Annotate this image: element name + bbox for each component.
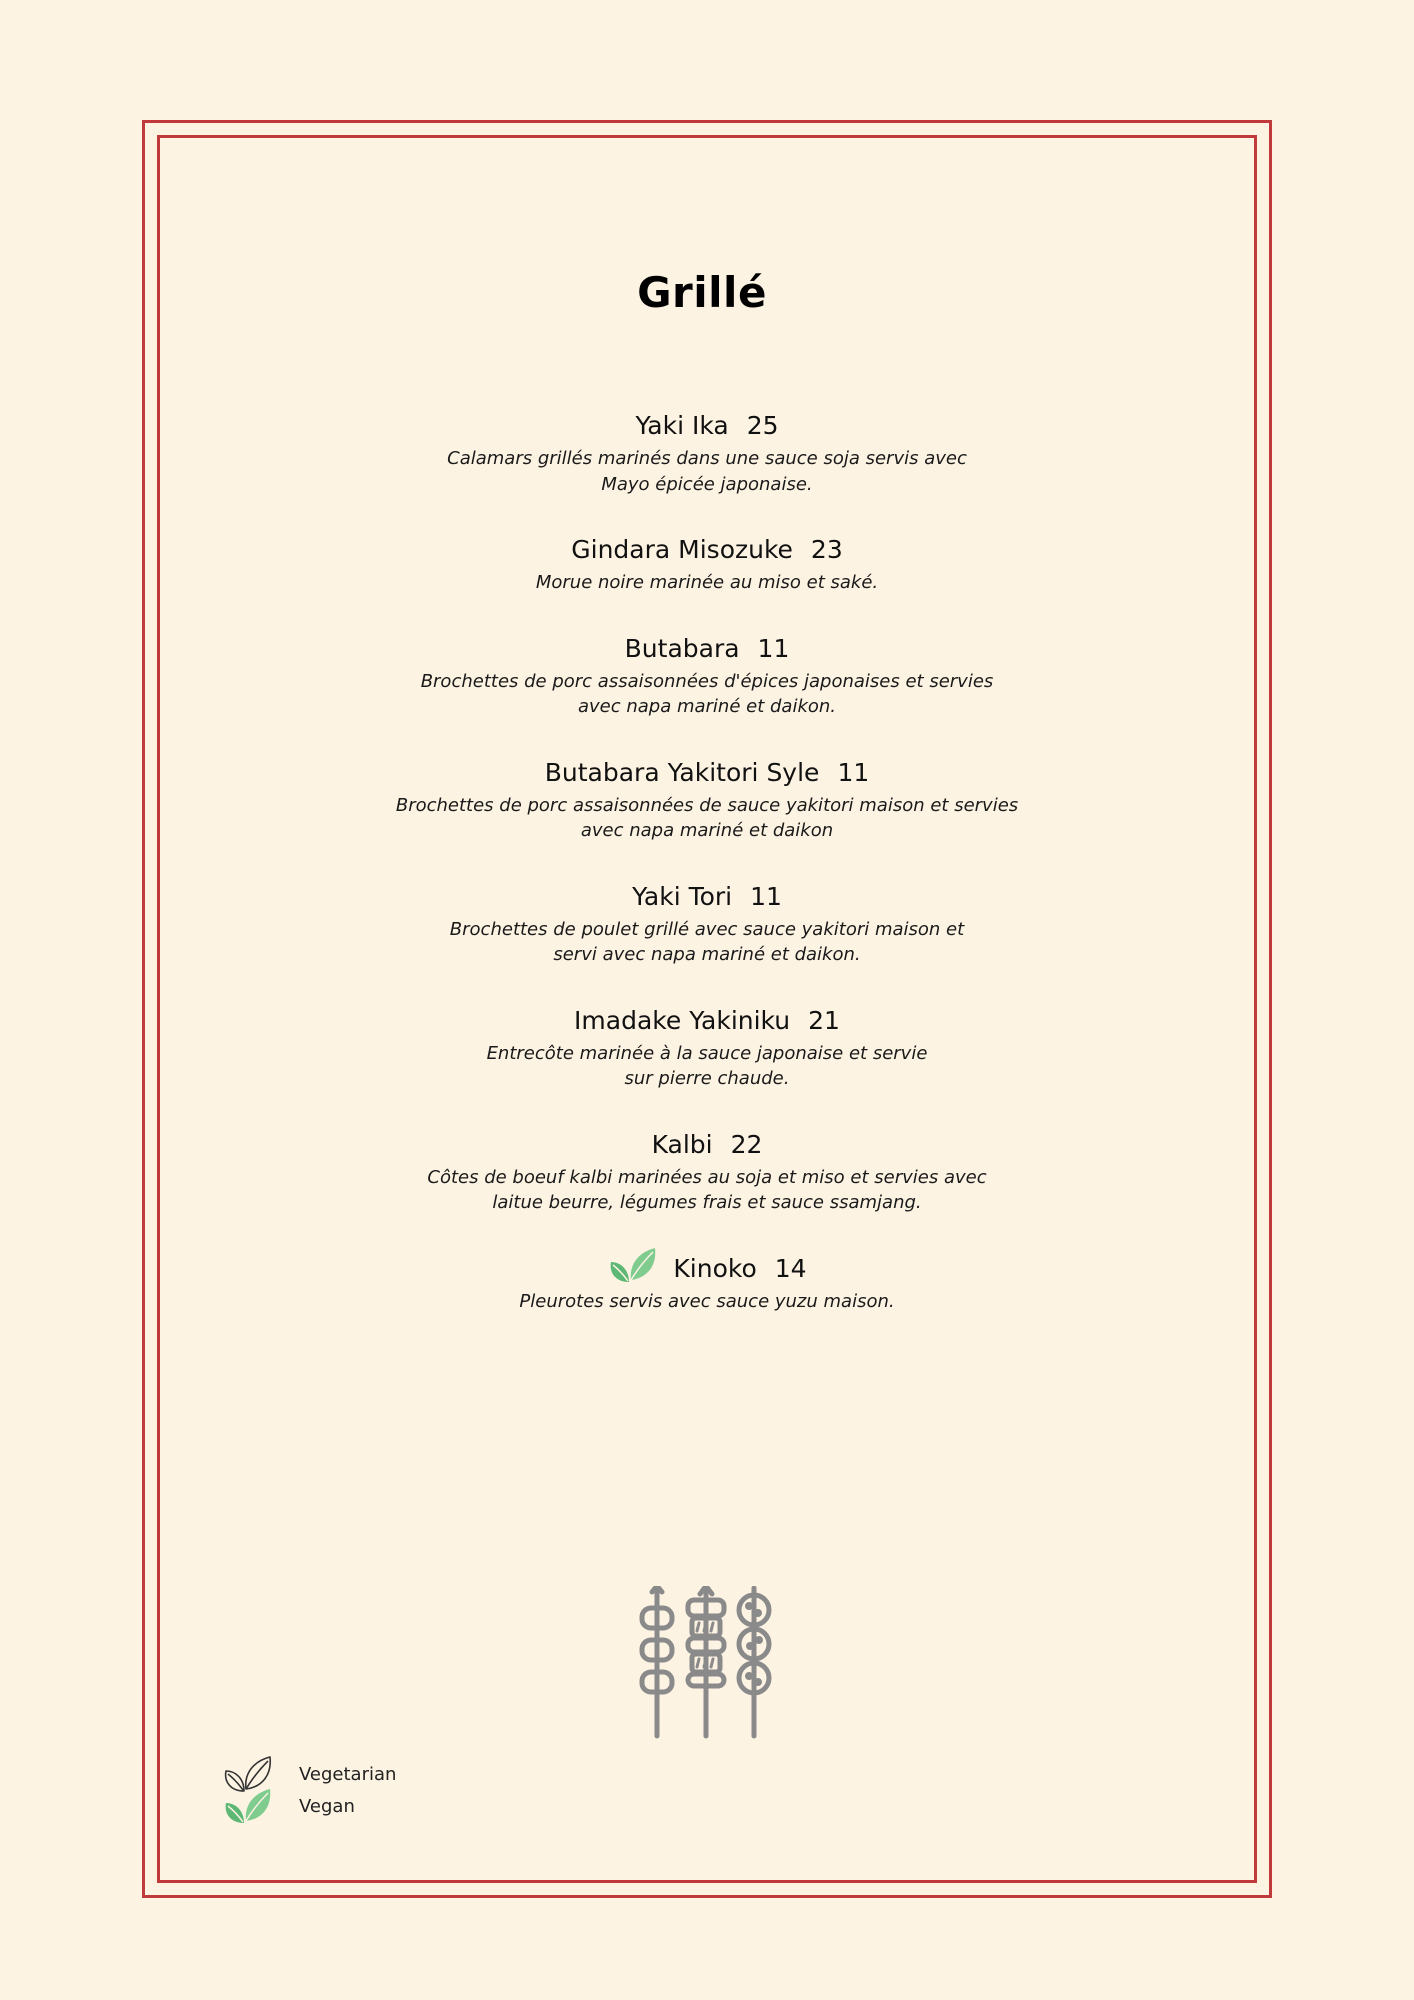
item-description: [157, 669, 1257, 720]
description-line: Entrecôte marinée à la sauce japonaise et servie: [486, 1042, 928, 1064]
item-name: Butabara: [624, 633, 740, 663]
item-price: 11: [757, 633, 790, 663]
item-name: Kinoko: [673, 1253, 757, 1283]
description-line: Mayo épicée japonaise.: [601, 473, 813, 495]
item-description: [157, 446, 1257, 497]
item-price: 11: [750, 881, 782, 911]
item-description: [157, 1289, 1257, 1315]
menu-item: [157, 629, 1257, 720]
leaf-filled-icon: [607, 1244, 657, 1286]
description-line: Calamars grillés marinés dans une sauce soja servis avec: [447, 448, 967, 469]
dietary-legend: [222, 1758, 396, 1822]
legend-label: Vegan: [299, 1795, 355, 1817]
menu-list: [157, 406, 1257, 1347]
item-description: [157, 570, 1257, 596]
item-price: 22: [730, 1129, 763, 1159]
description-line: servi avec napa mariné et daikon.: [553, 944, 861, 965]
description-line: Pleurotes servis avec sauce yuzu maison.: [519, 1290, 895, 1312]
item-name: Yaki Ika: [635, 411, 729, 440]
item-price: 14: [774, 1253, 807, 1283]
page-title: Grillé: [637, 268, 767, 317]
menu-item: [157, 406, 1257, 497]
menu-item: [157, 1001, 1257, 1092]
skewers-icon: [636, 1586, 776, 1740]
item-description: [157, 917, 1257, 968]
item-price: 23: [810, 535, 843, 564]
menu-item: [157, 753, 1257, 844]
item-description: [157, 1165, 1257, 1216]
description-line: Morue noire marinée au miso et saké.: [535, 572, 879, 593]
legend-label: Vegetarian: [299, 1763, 397, 1785]
description-line: Brochettes de porc assaisonnées de sauce yakitori maison et servies: [395, 794, 1019, 816]
item-price: 25: [746, 411, 779, 440]
item-name: Kalbi: [651, 1129, 713, 1159]
item-price: 11: [837, 757, 870, 787]
legend-vegan: [222, 1790, 396, 1822]
menu-item: [157, 1249, 1257, 1315]
item-description: [157, 1041, 1257, 1092]
description-line: avec napa mariné et daikon: [580, 820, 834, 841]
description-line: Côtes de boeuf kalbi marinées au soja et miso et servies avec: [427, 1166, 987, 1188]
item-name: Gindara Misozuke: [571, 535, 793, 564]
item-name: Butabara Yakitori Syle: [544, 757, 820, 787]
item-name: Imadake Yakiniku: [574, 1005, 791, 1035]
item-price: 21: [808, 1005, 840, 1035]
description-line: avec napa mariné et daikon.: [577, 696, 837, 717]
leaf-filled-icon: [222, 1785, 272, 1827]
description-line: laitue beurre, légumes frais et sauce ssamjang.: [492, 1192, 922, 1213]
description-line: sur pierre chaude.: [624, 1068, 790, 1089]
menu-item: [157, 877, 1257, 968]
menu-item: [157, 1125, 1257, 1216]
description-line: Brochettes de poulet grillé avec sauce yakitori maison et: [449, 918, 965, 940]
description-line: Brochettes de porc assaisonnées d'épices japonaises et servies: [420, 670, 994, 692]
item-name: Yaki Tori: [632, 881, 733, 911]
item-description: [157, 793, 1257, 844]
menu-item: [157, 530, 1257, 596]
